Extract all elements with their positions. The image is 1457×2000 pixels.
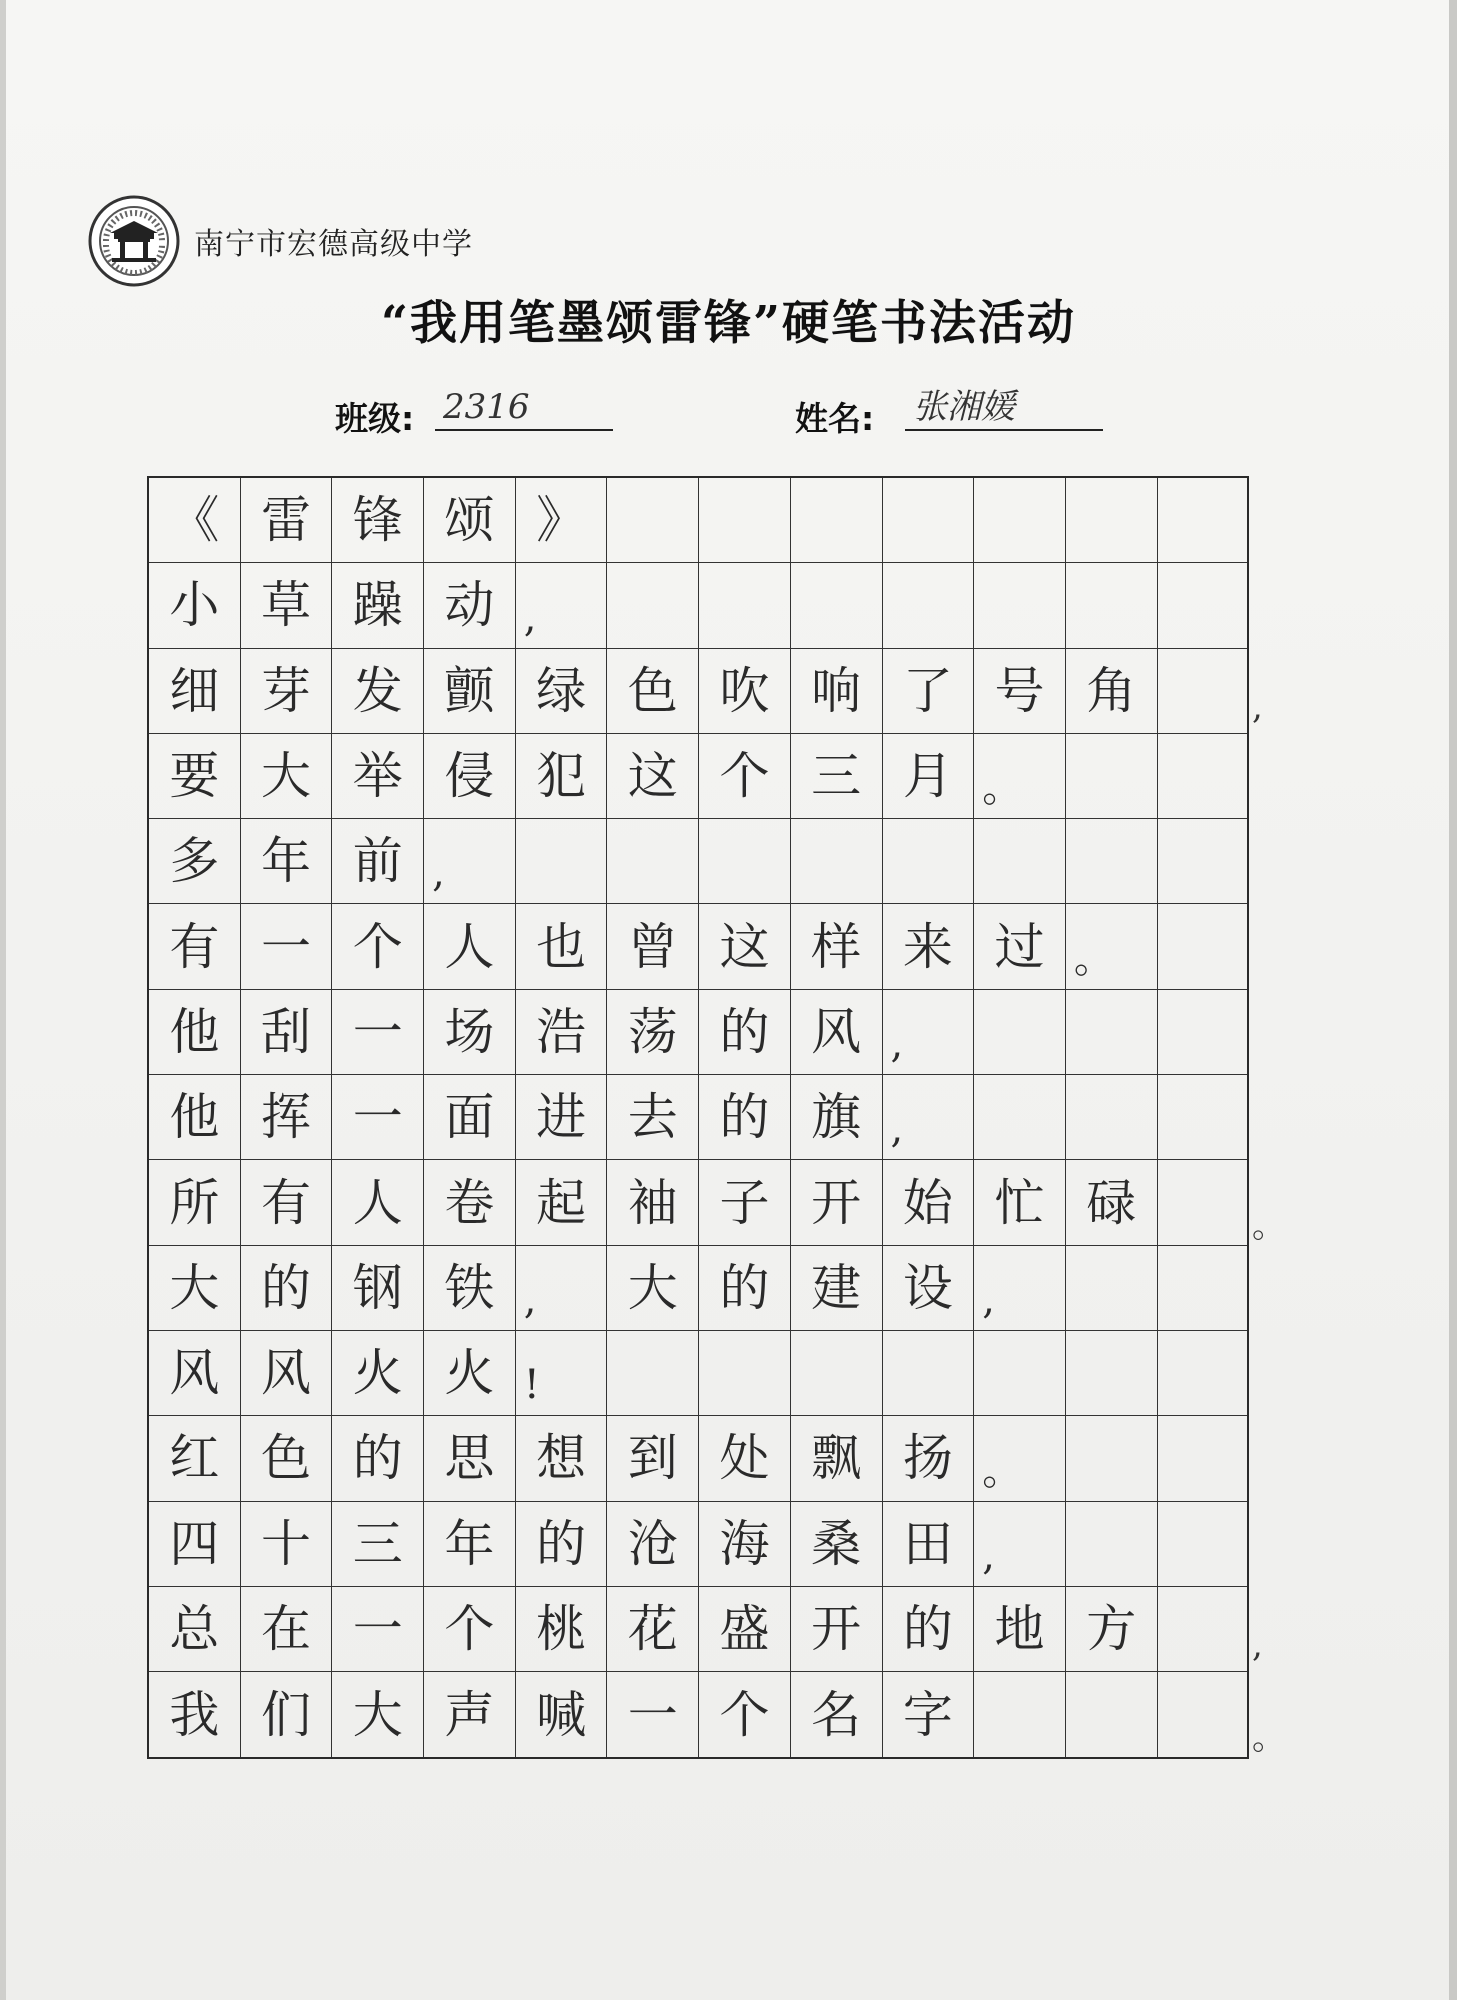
grid-cell: 这 [607,734,699,818]
grid-cell [974,819,1066,903]
grid-cell: 在 [241,1587,333,1671]
grid-cell [1158,1160,1250,1244]
overflow-punctuation: , [1252,1624,1263,1665]
overflow-punctuation: 。 [1252,1718,1286,1759]
grid-cell [1066,1075,1158,1159]
grid-cell: 起 [516,1160,608,1244]
grid-cell: 侵 [424,734,516,818]
grid-cell [1066,1331,1158,1415]
grid-cell: 《 [149,478,241,562]
grid-row [149,1246,1247,1331]
grid-cell [1066,478,1158,562]
grid-cell [607,819,699,903]
grid-cell: 大 [149,1246,241,1330]
grid-cell: 大 [241,734,333,818]
grid-cell [1158,904,1250,988]
grid-cell [974,1075,1066,1159]
grid-cell: 声 [424,1672,516,1757]
grid-row [149,904,1247,989]
grid-cell [974,1672,1066,1757]
grid-cell [1066,1672,1158,1757]
grid-cell [1158,563,1250,647]
grid-cell [1158,734,1250,818]
grid-cell: 建 [791,1246,883,1330]
grid-cell: ! [516,1331,608,1415]
grid-cell: 发 [332,649,424,733]
grid-cell [1158,1416,1250,1500]
grid-cell: 钢 [332,1246,424,1330]
grid-cell: 海 [699,1502,791,1586]
overflow-punctuation: , [1252,686,1263,727]
grid-cell: 他 [149,990,241,1074]
grid-cell: 红 [149,1416,241,1500]
grid-cell: 一 [332,1075,424,1159]
grid-cell: 始 [883,1160,975,1244]
grid-cell: 个 [332,904,424,988]
grid-cell [1158,1331,1250,1415]
grid-cell: 年 [241,819,333,903]
grid-row [149,1160,1247,1245]
grid-cell: 火 [424,1331,516,1415]
grid-cell [699,478,791,562]
grid-cell [1158,478,1250,562]
grid-cell: 开 [791,1587,883,1671]
grid-row [149,1075,1247,1160]
grid-cell: 人 [332,1160,424,1244]
grid-cell: , [516,563,608,647]
grid-cell [607,478,699,562]
grid-cell: 有 [149,904,241,988]
grid-cell: 的 [516,1502,608,1586]
grid-cell: 个 [699,734,791,818]
grid-cell: 刮 [241,990,333,1074]
school-emblem-icon [88,195,180,287]
grid-cell: 过 [974,904,1066,988]
grid-cell: 思 [424,1416,516,1500]
grid-cell: 这 [699,904,791,988]
grid-cell: 的 [699,1246,791,1330]
grid-row [149,1416,1247,1501]
grid-cell [607,563,699,647]
grid-cell: 铁 [424,1246,516,1330]
grid-cell [1158,1672,1250,1757]
grid-cell: 一 [332,1587,424,1671]
grid-cell: 有 [241,1160,333,1244]
grid-cell: 名 [791,1672,883,1757]
grid-cell: , [883,990,975,1074]
grid-cell [1158,990,1250,1074]
grid-cell: 挥 [241,1075,333,1159]
grid-cell [1158,649,1250,733]
grid-cell [1066,734,1158,818]
school-name: 南宁市宏德高级中学 [194,227,473,262]
grid-row [149,563,1247,648]
grid-cell: 颤 [424,649,516,733]
grid-row [149,990,1247,1075]
grid-cell: 盛 [699,1587,791,1671]
grid-cell: 旗 [791,1075,883,1159]
grid-cell: 浩 [516,990,608,1074]
grid-cell: 躁 [332,563,424,647]
grid-cell: 月 [883,734,975,818]
grid-cell: 多 [149,819,241,903]
page-title: “我用笔墨颂雷锋”硬笔书法活动 [380,296,1077,351]
name-value: 张湘媛 [905,385,1103,431]
grid-cell [1066,563,1158,647]
grid-cell: 雷 [241,478,333,562]
grid-cell: 子 [699,1160,791,1244]
grid-cell: 动 [424,563,516,647]
grid-cell: 角 [1066,649,1158,733]
grid-cell: 。 [1066,904,1158,988]
grid-cell: 他 [149,1075,241,1159]
grid-cell [974,563,1066,647]
grid-cell [607,1331,699,1415]
grid-cell [791,1331,883,1415]
grid-cell [1066,990,1158,1074]
grid-cell: , [516,1246,608,1330]
grid-cell: 地 [974,1587,1066,1671]
overflow-punctuation: 。 [1252,1206,1286,1247]
grid-cell: 的 [699,1075,791,1159]
grid-cell: 花 [607,1587,699,1671]
grid-cell [1158,819,1250,903]
grid-cell: 总 [149,1587,241,1671]
grid-cell: 吹 [699,649,791,733]
grid-cell [791,478,883,562]
grid-cell: , [974,1246,1066,1330]
grid-cell: 颂 [424,478,516,562]
grid-cell [883,478,975,562]
grid-cell: 芽 [241,649,333,733]
grid-cell: 到 [607,1416,699,1500]
grid-cell: 个 [424,1587,516,1671]
grid-cell: 三 [791,734,883,818]
grid-cell: 小 [149,563,241,647]
class-label: 班级: [335,399,415,438]
grid-cell: 的 [883,1587,975,1671]
grid-cell: 。 [974,1416,1066,1500]
grid-cell [1158,1075,1250,1159]
grid-cell: 人 [424,904,516,988]
grid-cell: 的 [332,1416,424,1500]
grid-cell: 田 [883,1502,975,1586]
grid-cell: 一 [241,904,333,988]
grid-cell [699,819,791,903]
grid-cell: 大 [332,1672,424,1757]
grid-cell: 方 [1066,1587,1158,1671]
grid-cell: 》 [516,478,608,562]
grid-cell: 字 [883,1672,975,1757]
grid-cell: 火 [332,1331,424,1415]
grid-cell [974,478,1066,562]
writing-grid [147,476,1249,1759]
grid-cell [1066,819,1158,903]
grid-cell: 犯 [516,734,608,818]
grid-cell: 年 [424,1502,516,1586]
grid-cell: 所 [149,1160,241,1244]
grid-cell [1158,1587,1250,1671]
grid-row [149,478,1247,563]
grid-cell [1066,1502,1158,1586]
grid-cell: 喊 [516,1672,608,1757]
grid-cell [883,819,975,903]
grid-cell [974,990,1066,1074]
grid-cell: 桃 [516,1587,608,1671]
grid-cell [791,563,883,647]
grid-cell: 处 [699,1416,791,1500]
grid-cell: 色 [241,1416,333,1500]
grid-cell [516,819,608,903]
grid-cell: 风 [241,1331,333,1415]
grid-cell: 。 [974,734,1066,818]
grid-cell: 风 [149,1331,241,1415]
grid-cell: 前 [332,819,424,903]
grid-cell: 去 [607,1075,699,1159]
grid-cell: 的 [241,1246,333,1330]
grid-cell: 个 [699,1672,791,1757]
grid-cell: 一 [607,1672,699,1757]
grid-cell: 四 [149,1502,241,1586]
grid-cell [699,1331,791,1415]
grid-cell: 来 [883,904,975,988]
grid-cell: 锋 [332,478,424,562]
grid-cell: 沧 [607,1502,699,1586]
grid-cell: 草 [241,563,333,647]
grid-cell: 响 [791,649,883,733]
grid-cell: 忙 [974,1160,1066,1244]
grid-cell: 卷 [424,1160,516,1244]
grid-cell: 要 [149,734,241,818]
grid-cell [1066,1246,1158,1330]
student-info [335,385,1135,445]
grid-cell: 也 [516,904,608,988]
grid-cell: , [883,1075,975,1159]
grid-cell: 面 [424,1075,516,1159]
name-label: 姓名: [795,399,875,438]
grid-cell [1158,1502,1250,1586]
grid-cell: 绿 [516,649,608,733]
school-header [88,186,473,296]
grid-cell: 场 [424,990,516,1074]
grid-row [149,1672,1247,1757]
grid-cell: 碌 [1066,1160,1158,1244]
grid-cell: 三 [332,1502,424,1586]
grid-cell: , [424,819,516,903]
grid-cell: 飘 [791,1416,883,1500]
grid-cell: 色 [607,649,699,733]
grid-cell: 袖 [607,1160,699,1244]
grid-cell: 一 [332,990,424,1074]
grid-cell: 的 [699,990,791,1074]
grid-cell: 们 [241,1672,333,1757]
grid-cell: 桑 [791,1502,883,1586]
grid-cell: 大 [607,1246,699,1330]
grid-cell [1066,1416,1158,1500]
grid-row [149,1331,1247,1416]
grid-cell: 举 [332,734,424,818]
grid-cell [699,563,791,647]
grid-cell: 我 [149,1672,241,1757]
grid-cell [974,1331,1066,1415]
grid-row [149,734,1247,819]
grid-row [149,1587,1247,1672]
grid-cell: 细 [149,649,241,733]
grid-row [149,819,1247,904]
grid-row [149,1502,1247,1587]
class-value: 2316 [435,385,613,431]
grid-cell [883,563,975,647]
grid-cell: 进 [516,1075,608,1159]
grid-cell: 风 [791,990,883,1074]
grid-row [149,649,1247,734]
grid-cell: 荡 [607,990,699,1074]
grid-cell: 扬 [883,1416,975,1500]
grid-cell: , [974,1502,1066,1586]
grid-cell: 想 [516,1416,608,1500]
grid-cell: 十 [241,1502,333,1586]
grid-cell: 设 [883,1246,975,1330]
grid-cell: 样 [791,904,883,988]
grid-cell: 开 [791,1160,883,1244]
grid-cell [1158,1246,1250,1330]
grid-cell: 曾 [607,904,699,988]
grid-cell [883,1331,975,1415]
grid-cell [791,819,883,903]
grid-cell: 了 [883,649,975,733]
grid-cell: 号 [974,649,1066,733]
